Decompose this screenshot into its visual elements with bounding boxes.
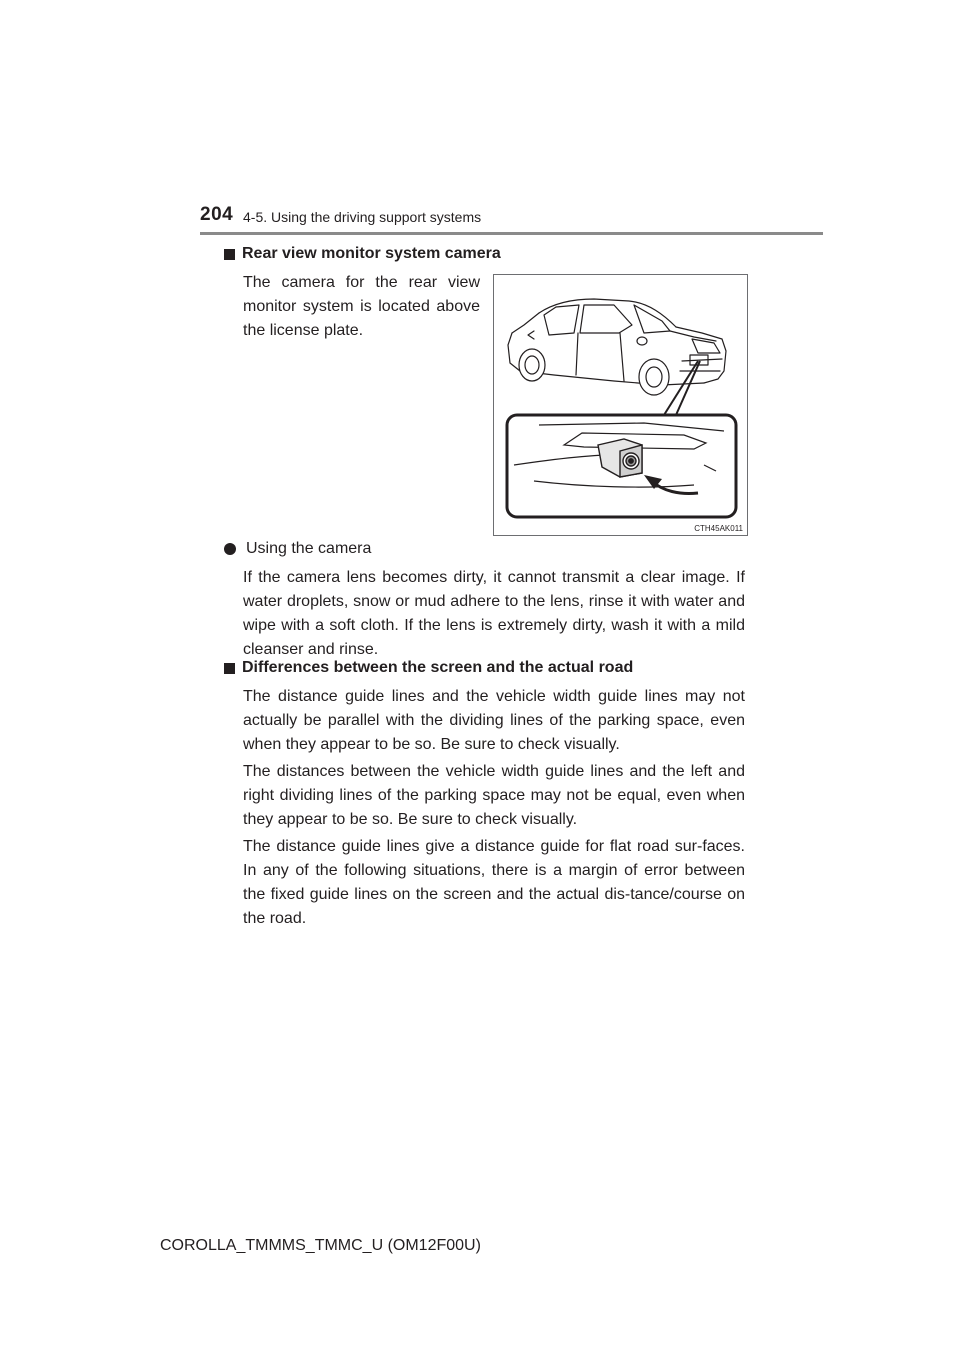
figure-code: CTH45AK011 [694, 524, 743, 533]
heading-differences [224, 659, 633, 677]
bullet-using-camera [224, 540, 371, 558]
car-rear-camera-illustration [494, 275, 747, 535]
differences-paragraph-3: The distance guide lines give a distance guide for flat road sur-faces. In any of the following situations, there is a margin of error between the fixed guide lines on the screen and the actual dis-tance/course on the road. [243, 838, 745, 927]
camera-intro-paragraph: The camera for the rear view monitor system is located above the license plate. [243, 274, 480, 339]
differences-paragraph-1: The distance guide lines and the vehicle width guide lines may not actually be parallel with the dividing lines of the parking space, even when they appear to be so. Be sure to check visually. [243, 688, 745, 753]
bullet-text: Using the camera [246, 540, 372, 557]
black-square-icon [224, 663, 235, 674]
heading-text: Differences between the screen and the actual road [242, 659, 634, 676]
heading-rear-camera [224, 245, 501, 263]
using-camera-paragraph: If the camera lens becomes dirty, it cannot transmit a clear image. If water droplets, snow or mud adhere to the lens, rinse it with water and wipe with a soft cloth. If the lens is extremely dirty, wash it with a mild cleanser and rinse. [243, 569, 745, 658]
page-number: 204 [200, 204, 234, 225]
section-title: 4-5. Using the driving support systems [243, 209, 482, 225]
differences-paragraph-2: The distances between the vehicle width guide lines and the left and right dividing lines of the parking space may not be equal, even when they appear to be so. Be sure to check visually. [243, 763, 745, 828]
black-circle-icon [224, 543, 236, 555]
black-square-icon [224, 249, 235, 260]
camera-location-figure [493, 274, 748, 536]
document-id-footer: COROLLA_TMMMS_TMMC_U (OM12F00U) [160, 1237, 481, 1254]
heading-text: Rear view monitor system camera [242, 245, 501, 262]
header-divider [200, 232, 823, 235]
